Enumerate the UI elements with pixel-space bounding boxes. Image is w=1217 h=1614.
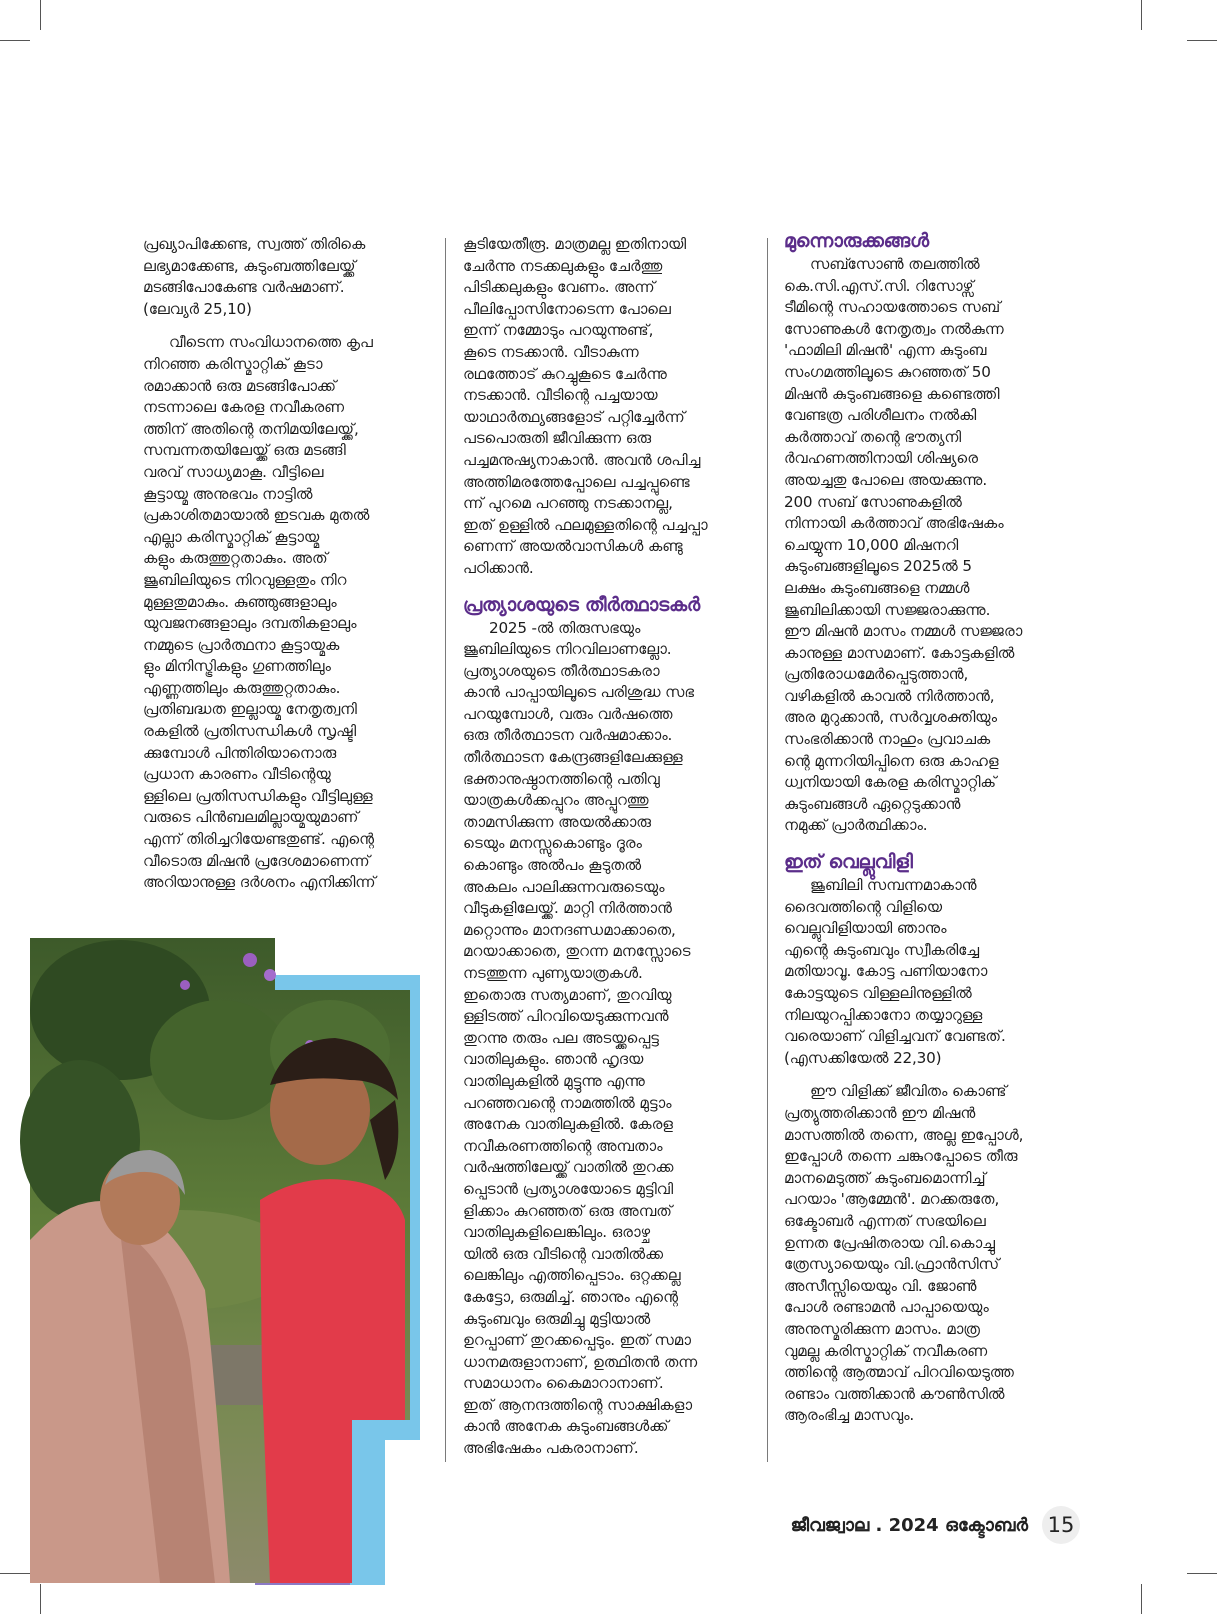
text-line: മിഷൻ കുടുംബങ്ങളെ കണ്ടെത്തി <box>784 384 1000 403</box>
crop-mark <box>1141 0 1142 30</box>
text-line: ജൂബിലിയുടെ നിറവുള്ളതും നിറ <box>143 570 347 589</box>
text-line: കെ.സി.എസ്.സി. റിസോഴ്സ് <box>784 276 974 295</box>
text-line: കൊണ്ടും അൽപം കൂടുതൽ <box>463 856 642 875</box>
text-line: പോൾ രണ്ടാമൻ പാപ്പായെയും <box>784 1298 989 1317</box>
text-line: പ്രധാന കാരണം വീടിന്റെയു <box>143 765 331 784</box>
text-line: അസീസ്സിയെയും വി. ജോൺ <box>784 1276 977 1295</box>
text-line: ത്തിന് അതിന്റെ തനിമയിലേയ്ക്ക്, <box>143 419 359 438</box>
article-column-3 <box>784 228 1084 1427</box>
text-line: ഇത് ആനന്ദത്തിന്റെ സാക്ഷികളാ <box>463 1395 692 1414</box>
text-line: ലക്ഷം കുടുംബങ്ങളെ നമ്മൾ <box>784 578 970 597</box>
text-line: ർവഹണത്തിനായി ശിഷ്യരെ <box>784 449 978 468</box>
section-heading: മുന്നൊരുക്കങ്ങൾ <box>784 230 929 252</box>
text-line: വീടെന്ന സംവിധാനത്തെ കൃപ <box>169 333 373 352</box>
text-line: സമ്പന്നതയിലേയ്ക്ക് ഒരു മടങ്ങി <box>143 441 346 460</box>
paragraph-gap <box>784 837 1084 849</box>
page-number: 15 <box>1042 1506 1080 1544</box>
text-line: കൂട്ടായ്മ അനുഭവം നാട്ടിൽ <box>143 484 313 503</box>
text-line: വീടുകളിലേയ്ക്ക്. മാറ്റി നിർത്താൻ <box>463 899 672 918</box>
flower-icon <box>243 953 257 967</box>
text-line: പ്രത്യാശയുടെ തീർത്ഥാടകരാ <box>463 661 660 680</box>
text-line: കാൻ പാപ്പായിലൂടെ പരിശുദ്ധ സഭ <box>463 683 694 702</box>
text-line: യാത്രകൾക്കപ്പുറം അപ്പുറത്തു <box>463 791 649 810</box>
text-line: മുള്ളതുമാകും. കുഞ്ഞുങ്ങളാലും <box>143 592 337 611</box>
woman-head <box>100 1155 180 1245</box>
text-line: പടപൊരുതി ജീവിക്കുന്ന ഒരു <box>463 429 652 448</box>
text-line: താമസിക്കുന്ന അയൽക്കാരു <box>463 812 651 831</box>
text-line: കൂടെ നടക്കാൻ. വീടാകുന്ന <box>463 342 639 361</box>
crop-mark <box>1187 1573 1217 1574</box>
text-line: അയച്ചതു പോലെ അയക്കുന്നു. <box>784 470 987 489</box>
text-line: കുടുംബങ്ങൾ ഏറ്റെടുക്കാൻ <box>784 794 961 813</box>
text-line: കോട്ടയുടെ വിള്ളലിനുള്ളിൽ <box>784 984 972 1002</box>
text-line: അര മുറുക്കാൻ, സർവ്വശക്തിയും <box>784 708 997 727</box>
text-line: പച്ചമനുഷ്യനാകാൻ. അവൻ ശപിച്ച <box>463 450 701 469</box>
text-line: മറയാക്കാതെ, തുറന്ന മനസ്സോടെ <box>463 942 691 961</box>
text-line: 2025 -ൽ തിരുസഭയും <box>489 618 641 637</box>
text-line: വാതിലുകളിൽ മുട്ടുന്നു എന്നു <box>463 1071 645 1090</box>
photo-image <box>30 938 410 1583</box>
text-line: വാതിലുകളിലെങ്കിലും. ഒരാഴ്ച <box>463 1223 650 1242</box>
text-line: വാതിലുകളും. ഞാൻ ഹൃദയ <box>463 1050 644 1069</box>
text-line: കുടുംബങ്ങളിലൂടെ 2025ൽ 5 <box>784 557 972 576</box>
text-line: പഠിക്കാൻ. <box>463 558 534 577</box>
text-line: ചെയ്യുന്ന 10,000 മിഷനറി <box>784 535 959 554</box>
text-line: സോണുകൾ നേതൃത്വം നൽകുന്ന <box>784 319 1004 338</box>
column-rule <box>445 238 446 1462</box>
text-line: 200 സബ് സോണുകളിൽ <box>784 492 962 511</box>
text-line: സംഭരിക്കാൻ നാഹും പ്രവാചക <box>784 730 991 749</box>
paragraph <box>784 1081 1084 1427</box>
text-line: ധ്വനിയായി കേരള കരിസ്മാറ്റിക് <box>784 773 997 792</box>
text-line: ത്രേസ്യായെയും വി.ഫ്രാൻസിസ് <box>784 1255 1000 1274</box>
text-line: രമാക്കാൻ ഒരു മടങ്ങിപോക്ക് <box>143 376 337 395</box>
text-line: പ്പെടാൻ പ്രത്യാശയോടെ മുട്ടിവി <box>463 1179 674 1198</box>
crop-mark <box>0 40 30 41</box>
text-line: യുവജനങ്ങളാലും ദമ്പതികളാലും <box>143 614 357 633</box>
text-line: ജൂബിലി സമ്പന്നമാകാൻ <box>810 876 977 895</box>
text-line: ന്റെ മുന്നറിയിപ്പിനെ ഒരു കാഹള <box>784 751 999 770</box>
text-line: ളും മിനിസ്ട്രികളും ഗുണത്തിലും <box>143 657 331 676</box>
text-line: നടന്നാലെ കേരള നവീകരണ <box>143 398 345 417</box>
text-line: ഒരു തീർത്ഥാടന വർഷമാക്കാം. <box>463 726 673 745</box>
text-line: ഇപ്പോൾ തന്നെ ചങ്കുറപ്പോടെ തീരു <box>784 1147 1018 1166</box>
text-line: മാനമെടുത്ത് കുടുംബമൊന്നിച്ച് <box>784 1168 986 1187</box>
text-line: മതിയാവൂ. കോട്ട പണിയാനോ <box>784 962 988 981</box>
paragraph <box>784 875 1084 1069</box>
text-line: എണ്ണത്തിലും കരുത്തുറ്റതാകും. <box>143 678 341 697</box>
text-line: ടെയും മനസ്സുകൊണ്ടും ദൂരം <box>463 834 642 853</box>
section-heading: പ്രത്യാശയുടെ തീർത്ഥാടകർ <box>463 593 701 616</box>
flower-icon <box>180 980 190 990</box>
text-line: വരവ് സാധ്യമാകൂ. വീട്ടിലെ <box>143 462 324 481</box>
text-line: നമുക്ക് പ്രാർത്ഥിക്കാം. <box>784 816 928 835</box>
text-line: പ്രകാശിതമായാൽ ഇടവക മുതൽ <box>143 506 370 525</box>
text-line: നിറഞ്ഞ കരിസ്മാറ്റിക് കൂടാ <box>143 354 323 373</box>
text-line: അനുസ്മരിക്കുന്ന മാസം. മാത്ര <box>784 1319 980 1338</box>
text-line: എന്റെ കുടുംബവും സ്വീകരിച്ചേ <box>784 940 979 959</box>
text-line: അഭിഷേകം പകരാനാണ്. <box>463 1439 639 1458</box>
text-line: മാസത്തിൽ തന്നെ, അല്ല ഇപ്പോൾ, <box>784 1125 1024 1144</box>
text-line: വേണ്ടത്ര പരിശീലനം നൽകി <box>784 406 977 425</box>
text-line: യിൽ ഒരു വീടിന്റെ വാതിൽക്ക <box>463 1244 664 1263</box>
paragraph <box>143 234 433 320</box>
text-line: ലഭ്യമാക്കേണ്ട, കുടുംബത്തിലേയ്ക്ക് <box>143 256 356 275</box>
text-line: പറയുമ്പോൾ, വരും വർഷത്തെ <box>463 704 673 723</box>
text-line: ഒക്ടോബർ എന്നത് സഭയിലെ <box>784 1211 986 1230</box>
text-line: ഉറപ്പാണ് തുറക്കപ്പെടും. ഇത് സമാ <box>463 1331 691 1350</box>
text-line: നമ്മുടെ പ്രാർത്ഥനാ കൂട്ടായ്മക <box>143 635 340 654</box>
text-line: സമാധാനം കൈമാറാനാണ്. <box>463 1374 664 1393</box>
text-line: (എസക്കിയേൽ 22,30) <box>784 1048 942 1067</box>
text-line: ക്കുമ്പോൾ പിന്തിരിയാനൊരു <box>143 743 337 762</box>
text-line: രണ്ടാം വത്തിക്കാൻ കൗൺസിൽ <box>784 1384 1005 1403</box>
page-footer <box>780 1510 1080 1540</box>
man-figure <box>260 1179 405 1583</box>
text-line: പ്രത്യുത്തരിക്കാൻ ഈ മിഷൻ <box>784 1103 976 1122</box>
crop-mark <box>1141 1584 1142 1614</box>
text-line: നടത്തുന്ന പുണ്യയാത്രകൾ. <box>463 964 643 982</box>
text-line: ലെങ്കിലും എത്തിപ്പെടാം. ഒറ്റക്കല്ല <box>463 1266 681 1285</box>
text-line: പറയാം 'ആമ്മേൻ'. മറക്കരുതേ, <box>784 1190 1000 1209</box>
text-line: നിന്നായി കർത്താവ് അഭിഷേകം <box>784 514 1004 533</box>
text-line: കൂടിയേതീരൂ. മാത്രമല്ല ഇതിനായി <box>463 235 687 253</box>
text-line: മടങ്ങിപോകേണ്ട വർഷമാണ്. <box>143 278 345 297</box>
text-line: ഇത് ഉള്ളിൽ ഫലമുള്ളതിന്റെ പച്ചപ്പാ <box>463 515 708 534</box>
text-line: സബ്സോൺ തലത്തിൽ <box>810 255 980 273</box>
text-line: ജൂബിലിയുടെ നിറവിലാണല്ലോ. <box>463 640 672 659</box>
paragraph-gap <box>784 1069 1084 1081</box>
paragraph <box>784 254 1084 837</box>
photo-frame-purple <box>255 1420 350 1585</box>
crop-mark <box>1187 40 1217 41</box>
text-line: ള്ളിടത്ത് പിറവിയെടുക്കുന്നവൻ <box>463 1007 669 1026</box>
text-line: പിടിക്കലുകളും വേണം. അന്ന് <box>463 278 655 297</box>
text-line: ജൂബിലിക്കായി സജ്ജരാക്കുന്നു. <box>784 600 991 619</box>
text-line: ഈ വിളിക്ക് ജീവിതം കൊണ്ട് <box>810 1082 1007 1101</box>
text-line: വർഷത്തിലേയ്ക്ക് വാതിൽ തുറക്ക <box>463 1158 674 1177</box>
text-line: കാൻ അനേക കുടുംബങ്ങൾക്ക് <box>463 1417 669 1436</box>
text-line: അകലം പാലിക്കുന്നവരുടെയും <box>463 877 665 896</box>
text-line: ള്ളിലെ പ്രതിസന്ധികളും വീട്ടിലുള്ള <box>143 786 373 805</box>
text-line: നടക്കാൻ. വീടിന്റെ പച്ചയായ <box>463 386 658 405</box>
text-line: കേട്ടോ, ഒരുമിച്ച്. ഞാനും എന്റെ <box>463 1287 679 1306</box>
text-line: 'ഫാമിലി മിഷൻ' എന്ന കുടുംബ <box>784 341 987 360</box>
text-line: വരെയാണ് വിളിച്ചവന് വേണ്ടത്. <box>784 1027 1006 1046</box>
text-line: (ലേവ്യർ 25,10) <box>143 299 252 318</box>
text-line: കുടുംബവും ഒരുമിച്ചു മുട്ടിയാൽ <box>463 1309 651 1328</box>
article-column-1 <box>143 234 433 894</box>
text-line: ഉന്നത പ്രേഷിതരായ വി.കൊച്ചു <box>784 1233 995 1252</box>
text-line: ഈ മിഷൻ മാസം നമ്മൾ സജ്ജരാ <box>784 622 1023 641</box>
crop-mark <box>40 1584 41 1614</box>
text-line: നവീകരണത്തിന്റെ അമ്പതാം <box>463 1136 663 1155</box>
man-head <box>270 1055 370 1165</box>
paragraph <box>463 618 763 1460</box>
paragraph-gap <box>143 320 433 332</box>
text-line: യാഥാർത്ഥ്യങ്ങളോട് പറ്റിച്ചേർന്ന് <box>463 407 685 426</box>
text-line: കളും കരുത്തുറ്റതാകും. അത് <box>143 549 328 568</box>
text-line: ഇതൊരു സത്യമാണ്, തുറവിയു <box>463 985 672 1004</box>
crop-mark <box>0 1573 30 1574</box>
text-line: വരുടെ പിൻബലമില്ലായ്മയുമാണ് <box>143 808 359 827</box>
flower-icon <box>305 1040 315 1050</box>
text-line: ദൈവത്തിന്റെ വിളിയെ <box>784 897 943 916</box>
text-line: പ്രതിരോധമേർപ്പെടുത്താൻ, <box>784 665 969 684</box>
article-column-2 <box>463 234 763 1460</box>
crop-mark <box>40 0 41 30</box>
paragraph <box>463 234 763 580</box>
text-line: രകളിൽ പ്രതിസന്ധികൾ സൃഷ്ടി <box>143 722 356 741</box>
text-line: പീലിപ്പോസിനോടെന്ന പോലെ <box>463 299 671 318</box>
text-line: ഭക്താനുഷ്ഠാനത്തിന്റെ പതിവു <box>463 769 660 788</box>
text-line: ധാനമരുളാനാണ്, ഉത്ഥിതൻ തന്ന <box>463 1352 698 1371</box>
paragraph-gap <box>463 580 763 592</box>
text-line: സംഗമത്തിലൂടെ കുറഞ്ഞത് 50 <box>784 362 991 381</box>
text-line: എല്ലാ കരിസ്മാറ്റിക് കൂട്ടായ്മ <box>143 527 320 546</box>
text-line: ത്തിന്റെ ആത്മാവ് പിറവിയെടുത്ത <box>784 1363 1014 1382</box>
text-line: കാനുള്ള മാസമാണ്. കോട്ടകളിൽ <box>784 643 1015 662</box>
text-line: പ്രഖ്യാപിക്കേണ്ട, സ്വത്ത് തിരികെ <box>143 235 366 253</box>
section-heading: ഇത് വെല്ലുവിളി <box>784 851 913 874</box>
text-line: അനേക വാതിലുകളിൽ. കേരള <box>463 1115 673 1134</box>
text-line: ളിക്കാം കുറഞ്ഞത് ഒരു അമ്പത് <box>463 1201 672 1220</box>
text-line: രഥത്തോട് കുറച്ചുകൂടെ ചേർന്നു <box>463 364 667 383</box>
paragraph <box>143 332 433 893</box>
text-line: ആരംഭിച്ച മാസവും. <box>784 1406 915 1425</box>
text-line: നിലയുറപ്പിക്കാനോ തയ്യാറുള്ള <box>784 1005 983 1024</box>
text-line: ചേർന്നു നടക്കലുകളും ചേർത്തു <box>463 256 663 275</box>
text-line: ണെന്ന് അയൽവാസികൾ കണ്ടു <box>463 537 683 556</box>
flower-icon <box>264 969 276 981</box>
text-line: വെല്ലുവിളിയായി ഞാനും <box>784 919 947 938</box>
text-line: ടീമിന്റെ സഹായത്തോടെ സബ് <box>784 298 1001 317</box>
text-line: അത്തിമരത്തേപ്പോലെ പച്ചപ്പുണ്ടെ <box>463 472 690 491</box>
text-line: പ്രതിബദ്ധത ഇല്ലായ്മ നേതൃത്വനി <box>143 700 357 719</box>
text-line: അറിയാനുള്ള ദർശനം എനിക്കിന്ന് <box>143 873 376 892</box>
text-line: എന്ന് തിരിച്ചറിയേണ്ടതുണ്ട്. എന്റെ <box>143 830 375 849</box>
text-line: വഴികളിൽ കാവൽ നിർത്താൻ, <box>784 686 995 705</box>
text-line: പറഞ്ഞവന്റെ നാമത്തിൽ മുട്ടാം <box>463 1093 672 1112</box>
text-line: മറ്റൊന്നും മാനദണ്ഡമാക്കാതെ, <box>463 920 676 939</box>
text-line: കർത്താവ് തന്റെ ഭൗത്യനി <box>784 427 961 446</box>
text-line: വീടൊരു മിഷൻ പ്രദേശമാണെന്ന് <box>143 851 370 870</box>
woman-figure <box>30 1201 230 1583</box>
photo-frame-blue <box>255 975 420 1585</box>
magazine-issue: ജീവജ്വാല . 2024 ഒക്ടോബർ <box>790 1514 1028 1536</box>
text-line: തുറന്നു തരും പല അടയ്ക്കപ്പെട്ട <box>463 1028 659 1047</box>
text-line: വുമല്ല കരിസ്മാറ്റിക് നവീകരണ <box>784 1341 988 1360</box>
column-rule <box>767 238 768 1462</box>
text-line: തീർത്ഥാടന കേന്ദ്രങ്ങളിലേക്കുള്ള <box>463 748 683 767</box>
text-line: ന്ന് പുറമെ പറഞ്ഞു നടക്കാനല്ല, <box>463 494 673 513</box>
text-line: ഇന്ന് നമ്മോടും പറയുന്നുണ്ട്, <box>463 321 654 340</box>
